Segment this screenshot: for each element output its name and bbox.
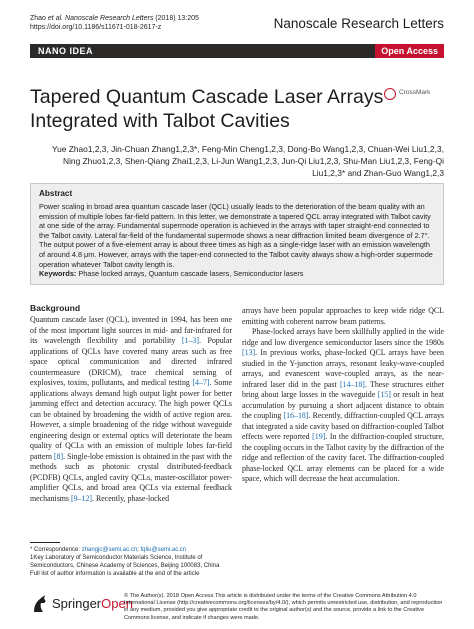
citation-link[interactable]: [1–3]: [181, 336, 199, 345]
body-text: . Some applications always demand high output light power for better jamming effect and detection accuracy. The high power QCLs can be obtained by broadening the width of active region area. However, a simple broadening of the ridge without waveguide engineering design or external optics will deteriorate the beam quality of QCLs with an emission of multiple lobes far-field pattern: [30, 378, 233, 461]
body-text: Phase-locked arrays have been skillfully applied in the wide ridge and low divergence semiconductor lasers since the 1980s: [242, 327, 444, 347]
article-title: Tapered Quantum Cascade Laser Arrays Integrated with Talbot Cavities: [30, 86, 384, 132]
body-column-right: [242, 306, 444, 485]
citation-link[interactable]: [13]: [242, 348, 256, 357]
body-column-left: [30, 315, 232, 504]
citation-prefix: Zhao: [30, 15, 48, 22]
citation-suffix: (2018) 13:205: [153, 15, 199, 22]
citation-link[interactable]: [9–12]: [70, 493, 93, 503]
springer-word: Springer: [52, 596, 102, 611]
author-list: Yue Zhao1,2,3, Jin-Chuan Zhang1,2,3*, Feng-Min Cheng1,2,3, Dong-Bo Wang1,2,3, Chuan-Wei Liu1,2,3, Ning Zhuo1,2,3, Shen-Qiang Zhai1,2,3, Li-Jun Wang1,2,3, Jun-Qi Liu1,2,3, Shu-Man Liu1,2,3, Feng-Qi Liu1,2,3* and Zhan-Guo Wang1,2,3: [51, 144, 444, 178]
body-text: . Single-lobe emission is obtained in the past with the methods such as photonic crystal distributed-feedback (PCDFB) QCLs, angled cavity QCLs, master-oscillator power-amplifier QCLs, and broad area QCLs via external feedback mechanisms: [30, 451, 232, 503]
email-separator: ;: [137, 547, 141, 553]
body-text: . In the diffraction-coupled structure, the coupling occurs in the Talbot cavity by the diffraction of the ridge and reflection of the cavity facet. The diffraction-coupled phase-locked QCL array elements can be placed for a wide space, which will decrease the heat accumulation.: [242, 432, 445, 483]
footnote-rule: [30, 542, 60, 543]
body-text: . Popular applications of QCLs have covered many areas such as free space optical communication and directed infrared countermeasure (DRICM), trace chemical sensing of explosives, toxins, pollutants, and medical testing: [30, 336, 232, 387]
email-link[interactable]: fqliu@semi.ac.cn: [140, 547, 187, 553]
springer-open-logo: [30, 594, 133, 616]
body-text: . These structures either bring about large losses in the waveguide: [242, 379, 444, 399]
citation-link[interactable]: [16–18]: [283, 411, 309, 420]
keywords-label: Keywords:: [39, 269, 77, 278]
doi-link[interactable]: https://doi.org/10.1186/s11671-018-2617-z: [30, 24, 162, 31]
abstract-body: Power scaling in broad area quantum cascade laser (QCL) usually leads to the deterioration of the beam quality with an emission of multiple lobes far-field pattern. In this letter, we demonstrate a tapered QCL array integrated with Talbot cavity at one side of the array. Fundamental supermode operation is achieved in the arrays with taper straight-end connected to the Talbot cavity. Lateral far-field of the fundamental supermode shows a near diffraction limited beam divergence of 2.7°. The output power of a five-element array is about three times as high as a single-ridge laser with an emission wavelength of around 4.8 μm. However, arrays with the taper-end connected to the Talbot cavity always show a high-order supermode operation whatever Talbot cavity length is.: [39, 202, 433, 269]
section-heading-background: Background: [30, 303, 81, 313]
article-type-banner: [30, 44, 444, 58]
crossmark-icon: [384, 88, 396, 100]
body-text: or result in heat accumulation by pursuing a short adjacent distance to obtain the coupling: [242, 390, 444, 420]
keywords-text: Phase locked arrays, Quantum cascade lasers, Semiconductor lasers: [76, 269, 304, 278]
abstract-box: [30, 183, 444, 285]
affiliation: 1Key Laboratory of Semiconductor Materials Science, Institute of Semiconductors, Chinese Academy of Sciences, Beijing 100083, China: [30, 555, 220, 569]
license-text: © The Author(s). 2018 Open Access This article is distributed under the terms of the Creative Commons Attribution 4.0 International License (http://creativecommons.org/licenses/by/4.0/), which permits unrestricted use, distribution, and reproduction in any medium, provided you give appropriate credit to the original author(s) and the source, provide a link to the Creative Commons license, and indicate if changes were made.: [124, 593, 443, 621]
citation-line: [30, 14, 199, 32]
springer-horse-icon: [30, 594, 48, 614]
body-text: . In previous works, phase-locked QCL arrays have been studied in the Y-junction arrays, resonant leaky-wave-coupled arrays, and evanescent wave-coupled arrays, as the near-infrared laser did in the past: [242, 348, 444, 389]
abstract-heading: Abstract: [39, 189, 73, 198]
body-text: Quantum cascade laser (QCL), invented in 1994, has been one of the most important light sources in mid- and far-infrared for its wavelength flexibility and portability: [30, 315, 232, 345]
correspondence-label: * Correspondence:: [30, 547, 82, 553]
open-word: Open: [101, 596, 133, 611]
citation-link[interactable]: [8]: [53, 451, 64, 461]
crossmark-badge[interactable]: [384, 88, 444, 102]
citation-link[interactable]: [15]: [377, 390, 391, 399]
article-type-label: NANO IDEA: [38, 46, 94, 56]
crossmark-label: CrossMark: [399, 89, 431, 96]
body-text: . Recently, diffraction-coupled QCL arrays that integrated a side cavity based on diffraction-coupled Talbot effects were reported: [242, 411, 444, 441]
author-info-note: Full list of author information is available at the end of the article: [30, 571, 200, 577]
citation-link[interactable]: [4–7]: [192, 378, 210, 387]
citation-link[interactable]: [19]: [312, 432, 326, 441]
journal-name: Nanoscale Research Letters: [273, 16, 444, 31]
citation-et-al: et al. Nanoscale Research Letters: [47, 15, 154, 22]
citation-link[interactable]: [14–18]: [339, 379, 365, 389]
springer-wordmark: [52, 596, 133, 611]
footnote: [30, 546, 240, 578]
email-link[interactable]: zhangjc@semi.ac.cn: [81, 547, 138, 553]
open-access-badge: Open Access: [375, 44, 444, 58]
body-text: . Recently, phase-locked: [92, 493, 170, 503]
keywords-line: [39, 269, 437, 278]
body-text: arrays have been popular approaches to keep wide ridge QCL emitting with coherent narrow beam patterns.: [242, 306, 444, 326]
